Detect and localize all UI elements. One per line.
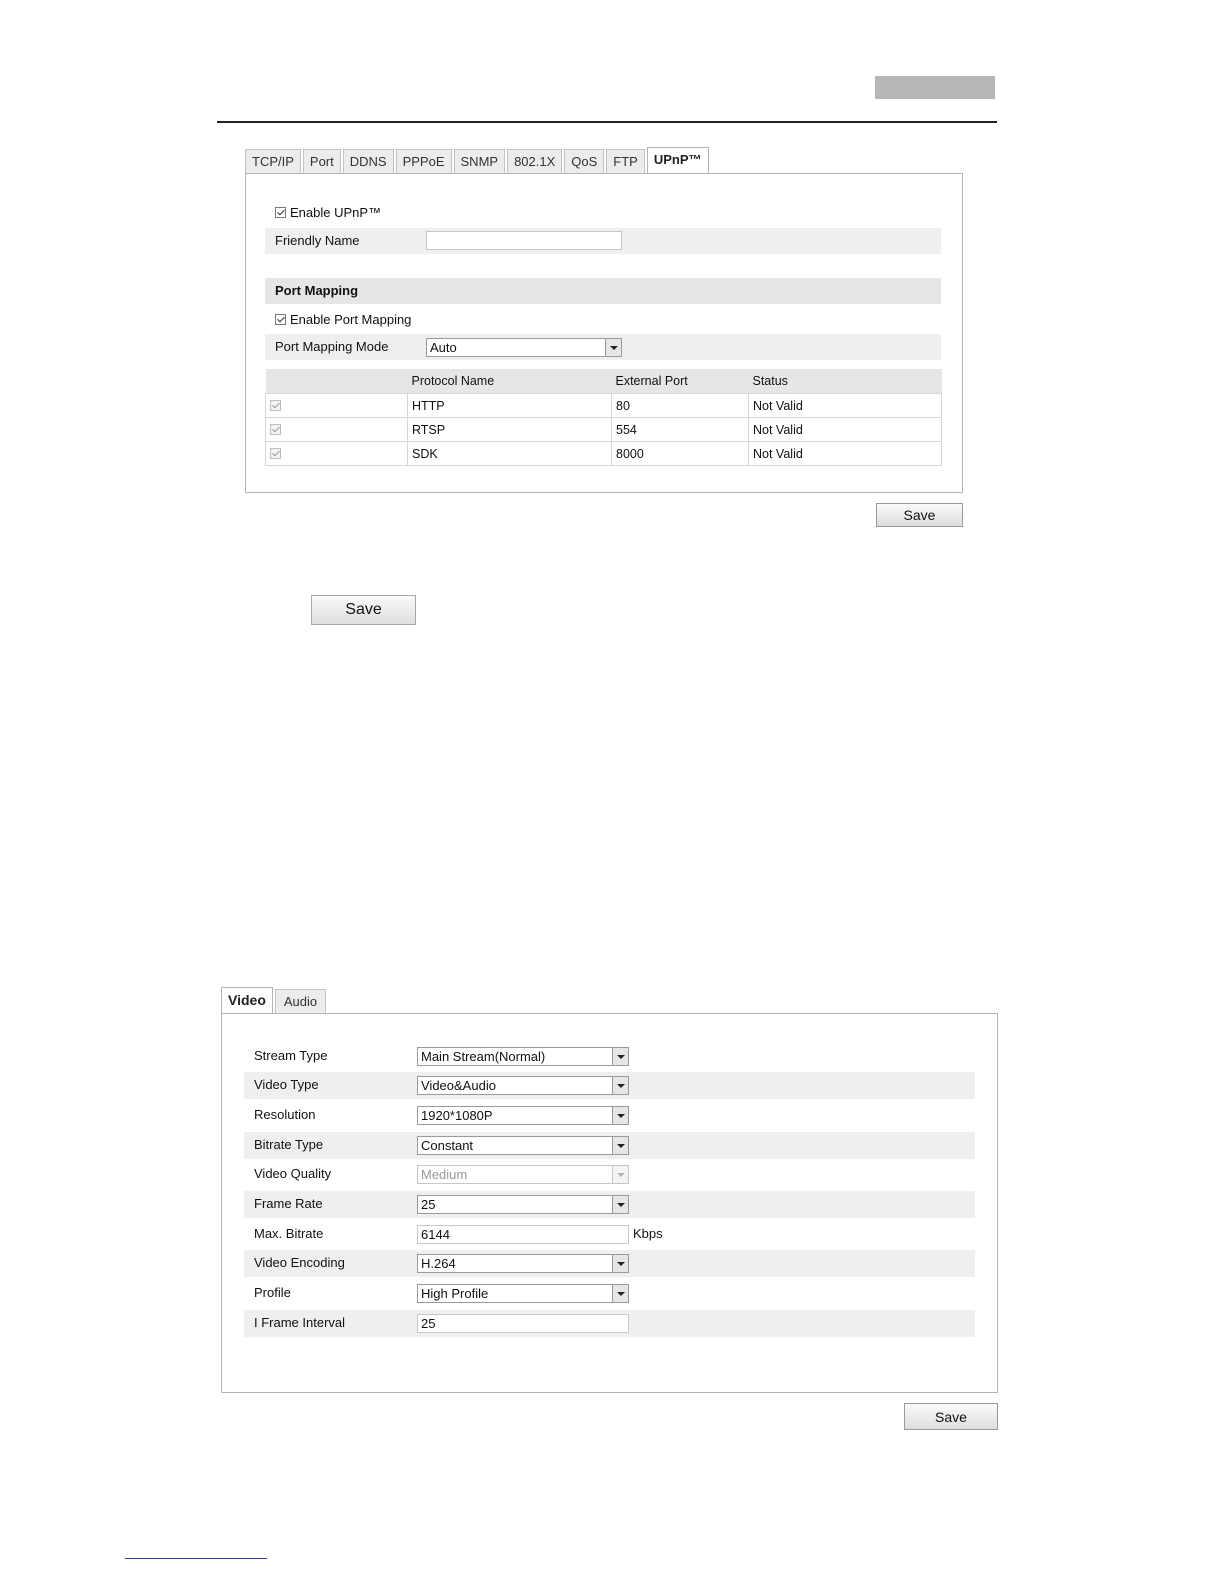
- field-label: Resolution: [254, 1107, 316, 1122]
- field-value: Main Stream(Normal): [421, 1049, 546, 1064]
- i-frame-interval-input[interactable]: [417, 1314, 629, 1333]
- video-type-row: [244, 1072, 975, 1099]
- frame-rate-select[interactable]: [417, 1195, 629, 1214]
- table-cell-status: Not Valid: [749, 418, 942, 442]
- table-cell-protocol: RTSP: [408, 418, 612, 442]
- network-tab-bar: [245, 149, 709, 173]
- tab-ddns[interactable]: DDNS: [343, 149, 394, 173]
- i-frame-interval-row: [244, 1310, 975, 1337]
- table-row: [266, 442, 942, 466]
- video-tab-bar: [221, 989, 326, 1013]
- field-label: Stream Type: [254, 1048, 328, 1063]
- footnote-rule: [125, 1558, 267, 1559]
- video-encoding-row: [244, 1250, 975, 1277]
- port-mapping-mode-row: [265, 334, 941, 360]
- field-value: High Profile: [421, 1286, 489, 1301]
- field-label: I Frame Interval: [254, 1315, 346, 1330]
- save-button[interactable]: Save: [311, 595, 416, 625]
- tab-port[interactable]: Port: [303, 149, 341, 173]
- field-label: Frame Rate: [254, 1196, 323, 1211]
- profile-select[interactable]: [417, 1284, 629, 1303]
- field-label: Profile: [254, 1285, 291, 1300]
- enable-upnp-checkbox[interactable]: [275, 207, 286, 218]
- chevron-down-icon[interactable]: [612, 1285, 628, 1302]
- field-value: 25: [421, 1197, 436, 1212]
- table-header-protocol: Protocol Name: [408, 369, 612, 394]
- video-encoding-select[interactable]: [417, 1254, 629, 1273]
- table-cell-select: [266, 394, 408, 418]
- table-cell-select: [266, 442, 408, 466]
- tab-upnp[interactable]: UPnP™: [647, 147, 709, 173]
- enable-port-mapping-label: Enable Port Mapping: [290, 312, 412, 327]
- enable-port-mapping-checkbox[interactable]: [275, 314, 286, 325]
- field-value: 1920*1080P: [421, 1108, 493, 1123]
- port-mapping-mode-select[interactable]: [426, 338, 622, 357]
- row-checkbox[interactable]: [270, 424, 281, 435]
- header-rule: [217, 121, 997, 123]
- video-quality-select: [417, 1165, 629, 1184]
- max-bitrate-unit: Kbps: [633, 1226, 663, 1241]
- stream-type-select[interactable]: [417, 1047, 629, 1066]
- tab-8021x[interactable]: 802.1X: [507, 149, 562, 173]
- enable-upnp-label: Enable UPnP™: [290, 205, 382, 220]
- stream-type-row: [244, 1043, 975, 1070]
- port-mapping-mode-label: Port Mapping Mode: [275, 339, 389, 354]
- upnp-save-button[interactable]: Save: [876, 503, 963, 527]
- enable-port-mapping-row: [265, 307, 941, 333]
- field-label: Max. Bitrate: [254, 1226, 324, 1241]
- chevron-down-icon[interactable]: [612, 1077, 628, 1094]
- bitrate-type-row: [244, 1132, 975, 1159]
- max-bitrate-row: [244, 1221, 975, 1248]
- chevron-down-icon[interactable]: [612, 1196, 628, 1213]
- friendly-name-label: Friendly Name: [275, 233, 360, 248]
- chevron-down-icon[interactable]: [612, 1048, 628, 1065]
- field-label: Bitrate Type: [254, 1137, 324, 1152]
- video-type-select[interactable]: [417, 1076, 629, 1095]
- row-checkbox[interactable]: [270, 448, 281, 459]
- resolution-row: [244, 1102, 975, 1129]
- header-badge: [875, 76, 995, 99]
- table-cell-port: 8000: [612, 442, 749, 466]
- table-header-port: External Port: [612, 369, 749, 394]
- table-cell-status: Not Valid: [749, 442, 942, 466]
- table-cell-protocol: HTTP: [408, 394, 612, 418]
- enable-upnp-row: [265, 200, 941, 226]
- table-header-row: [266, 369, 942, 394]
- row-checkbox[interactable]: [270, 400, 281, 411]
- field-label: Video Encoding: [254, 1255, 345, 1270]
- video-save-button[interactable]: Save: [904, 1403, 998, 1430]
- video-quality-row: [244, 1161, 975, 1188]
- field-value: Constant: [421, 1138, 474, 1153]
- chevron-down-icon[interactable]: [612, 1255, 628, 1272]
- port-mapping-table: [265, 369, 942, 466]
- tab-video[interactable]: Video: [221, 987, 273, 1013]
- table-header-status: Status: [749, 369, 942, 394]
- tab-audio[interactable]: Audio: [275, 989, 326, 1013]
- bitrate-type-select[interactable]: [417, 1136, 629, 1155]
- friendly-name-row: [265, 228, 941, 254]
- tab-pppoe[interactable]: PPPoE: [396, 149, 452, 173]
- field-value: H.264: [421, 1256, 456, 1271]
- chevron-down-icon[interactable]: [612, 1107, 628, 1124]
- friendly-name-input[interactable]: [426, 231, 622, 250]
- field-value: Video&Audio: [421, 1078, 496, 1093]
- tab-tcpip[interactable]: TCP/IP: [245, 149, 301, 173]
- chevron-down-icon: [612, 1166, 628, 1183]
- table-cell-protocol: SDK: [408, 442, 612, 466]
- chevron-down-icon[interactable]: [612, 1137, 628, 1154]
- table-cell-select: [266, 418, 408, 442]
- table-cell-port: 80: [612, 394, 749, 418]
- chevron-down-icon[interactable]: [605, 339, 621, 356]
- table-header-select: [266, 369, 408, 394]
- port-mapping-mode-value: Auto: [430, 340, 457, 355]
- tab-ftp[interactable]: FTP: [606, 149, 645, 173]
- tab-qos[interactable]: QoS: [564, 149, 604, 173]
- max-bitrate-input[interactable]: [417, 1225, 629, 1244]
- table-cell-port: 554: [612, 418, 749, 442]
- field-label: Video Quality: [254, 1166, 332, 1181]
- table-cell-status: Not Valid: [749, 394, 942, 418]
- table-row: [266, 394, 942, 418]
- table-row: [266, 418, 942, 442]
- port-mapping-heading: Port Mapping: [265, 278, 941, 304]
- frame-rate-row: [244, 1191, 975, 1218]
- resolution-select[interactable]: [417, 1106, 629, 1125]
- tab-snmp[interactable]: SNMP: [454, 149, 506, 173]
- field-value: Medium: [421, 1167, 468, 1182]
- field-label: Video Type: [254, 1077, 319, 1092]
- profile-row: [244, 1280, 975, 1307]
